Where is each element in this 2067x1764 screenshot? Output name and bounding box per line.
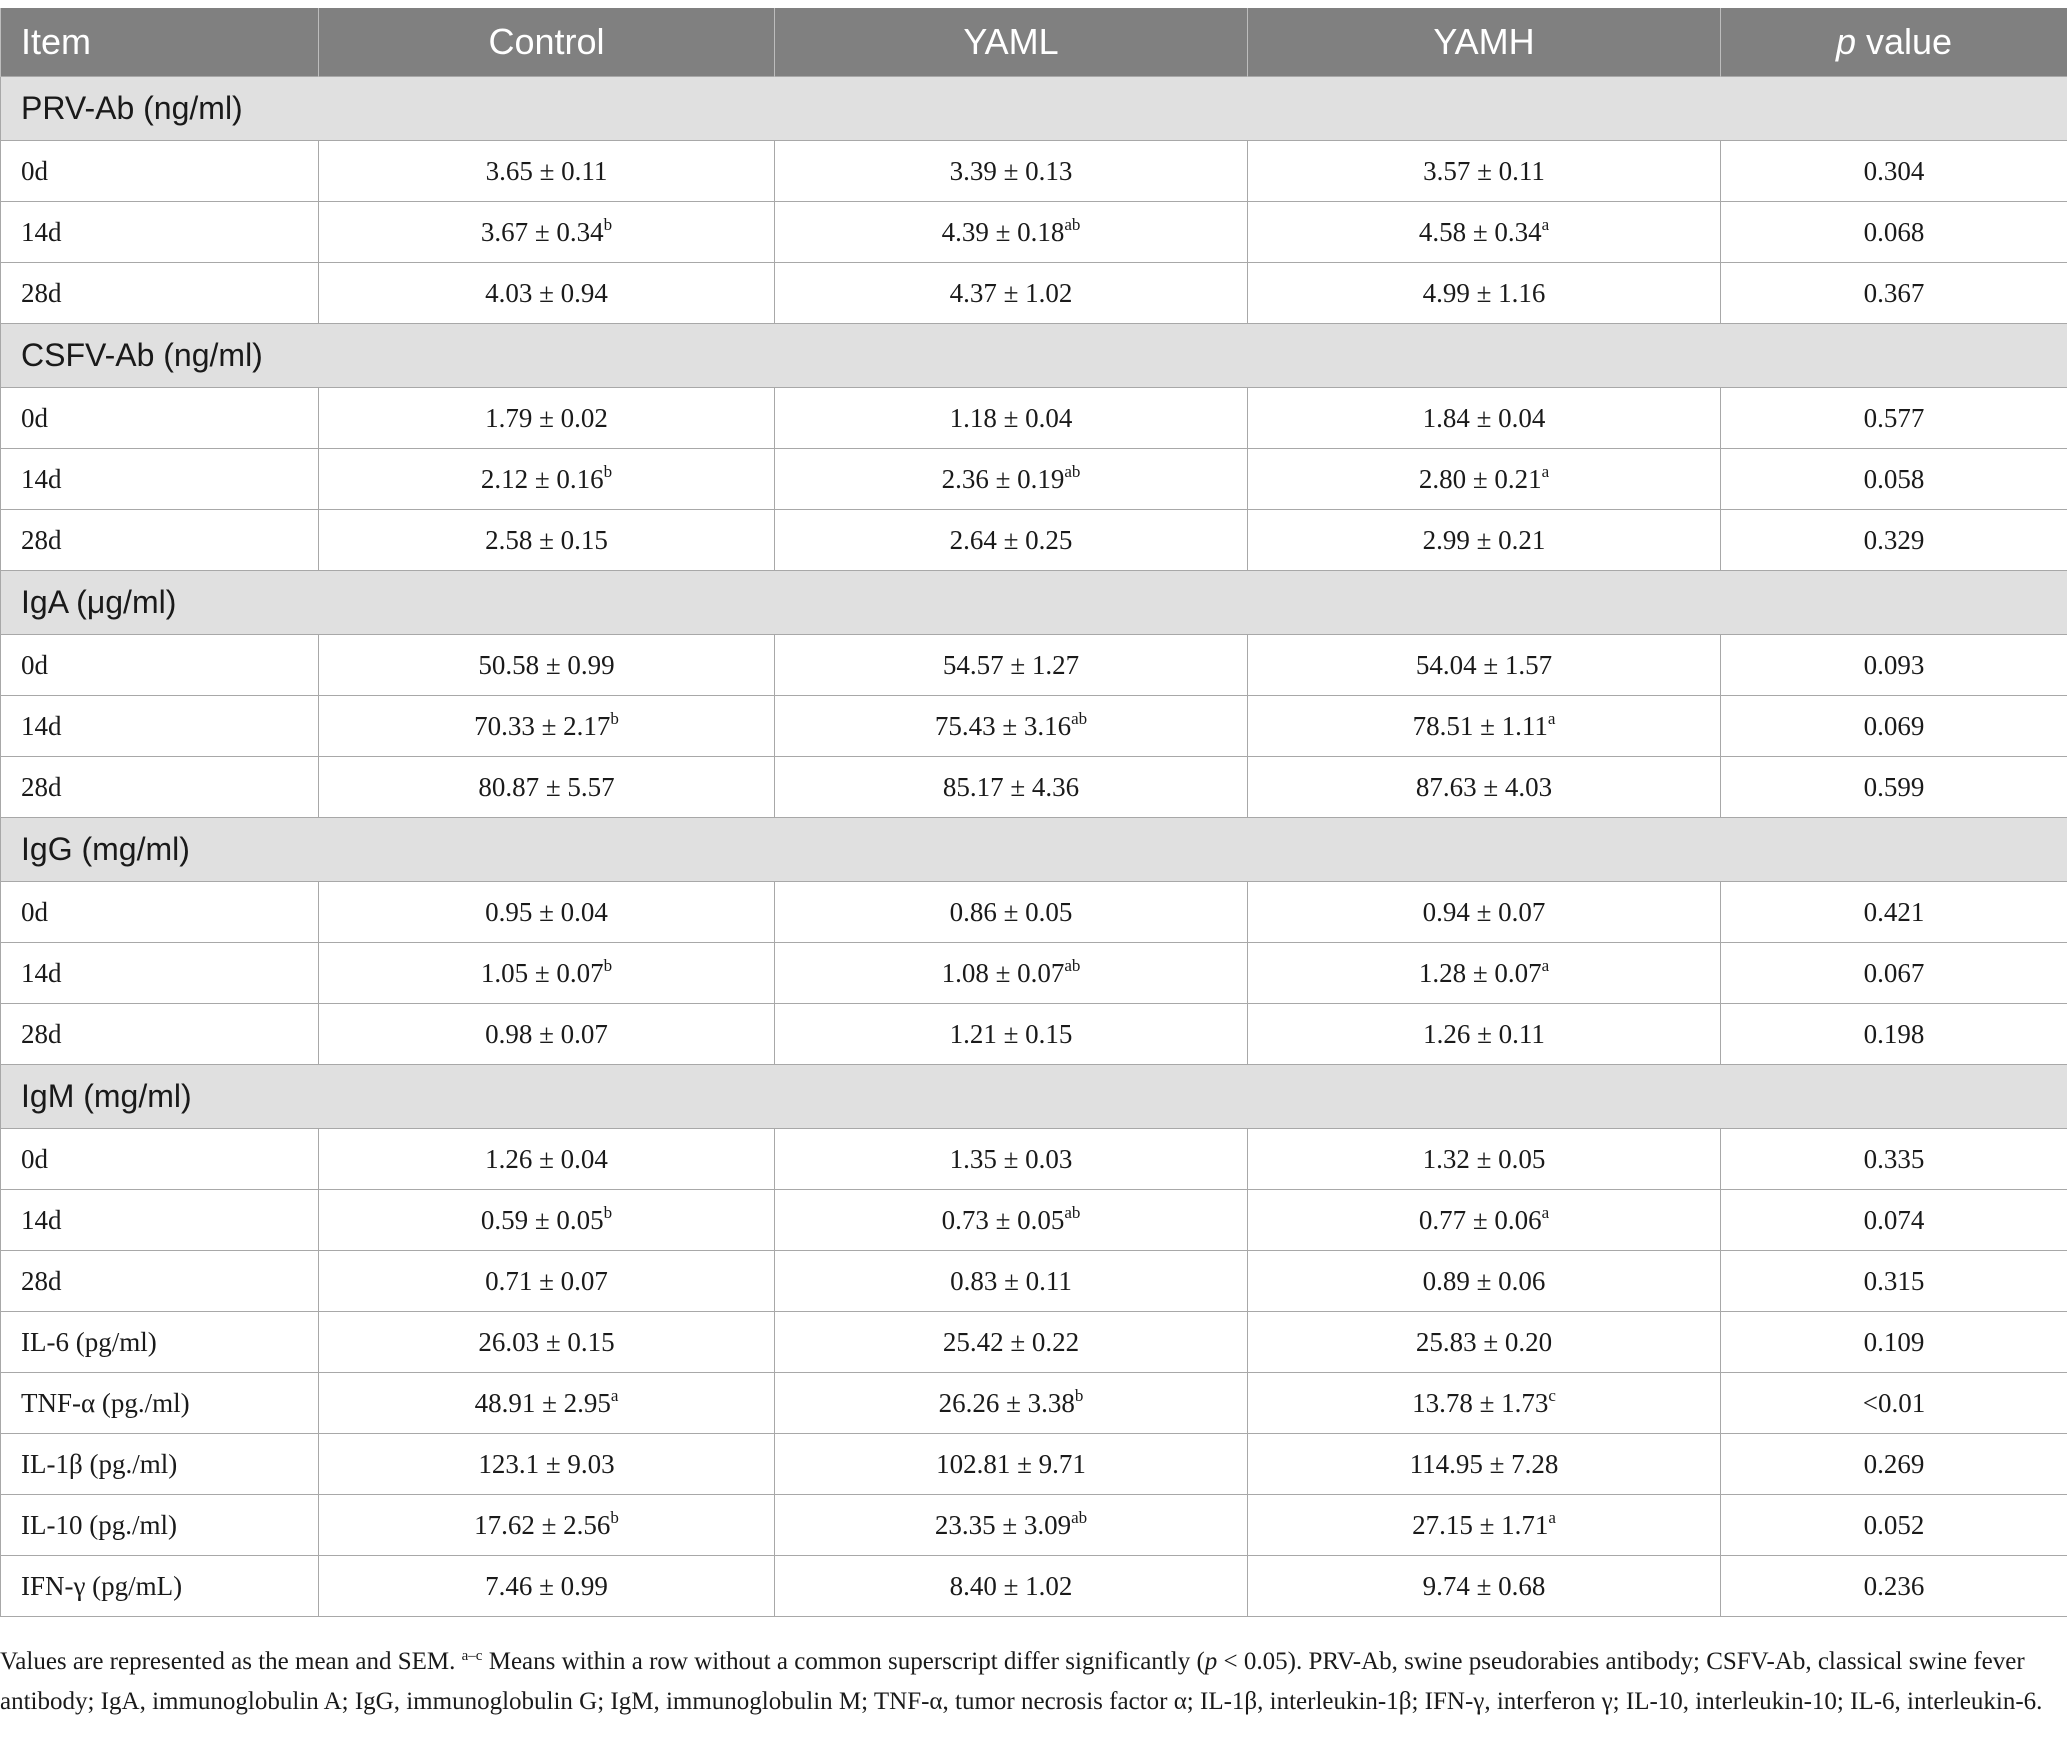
cell-yamh: [1248, 141, 1721, 202]
table-row: [1, 943, 2067, 1004]
footnote-superscript: a–c: [461, 1648, 483, 1664]
cell-control-value: 1.26 ± 0.04: [485, 1143, 608, 1174]
cell-yamh-superscript: a: [1541, 955, 1550, 975]
cell-yamh-superscript: a: [1541, 1202, 1550, 1222]
cell-yamh-value: 25.83 ± 0.20: [1415, 1326, 1553, 1357]
cell-p-value: 0.068: [1721, 202, 2067, 263]
group-label: IgG (mg/ml): [1, 818, 2067, 882]
table-row: [1, 882, 2067, 943]
table-row: [1, 1190, 2067, 1251]
row-label: IL-10 (pg./ml): [1, 1495, 319, 1556]
cell-control-superscript: b: [603, 1202, 613, 1222]
cell-yamh: [1248, 1004, 1721, 1065]
cell-yaml: [775, 141, 1248, 202]
cell-p-value: 0.304: [1721, 141, 2067, 202]
cell-yamh: [1248, 1312, 1721, 1373]
cell-yamh: [1248, 757, 1721, 818]
cell-yaml-value: 2.36 ± 0.19: [941, 463, 1065, 494]
cell-control-superscript: a: [610, 1385, 619, 1405]
cell-control: [319, 202, 775, 263]
cell-yaml: [775, 1004, 1248, 1065]
table-row: [1, 757, 2067, 818]
cell-p-value: 0.058: [1721, 449, 2067, 510]
row-label: 0d: [1, 635, 319, 696]
cell-control-value: 2.58 ± 0.15: [485, 524, 608, 555]
cell-control: [319, 1190, 775, 1251]
cell-yaml: [775, 510, 1248, 571]
cell-yamh: [1248, 1373, 1721, 1434]
table-row: [1, 449, 2067, 510]
row-label: 0d: [1, 1129, 319, 1190]
cell-yaml-value: 3.39 ± 0.13: [949, 155, 1073, 186]
table-row: [1, 202, 2067, 263]
row-label: 14d: [1, 202, 319, 263]
cell-yamh-value: 4.99 ± 1.16: [1422, 277, 1546, 308]
table-row: [1, 510, 2067, 571]
cell-yaml-value: 1.18 ± 0.04: [949, 402, 1073, 433]
cell-p-value: 0.577: [1721, 388, 2067, 449]
cell-control: [319, 696, 775, 757]
cell-yaml: [775, 1556, 1248, 1617]
cell-control: [319, 263, 775, 324]
cell-yamh-value: 2.99 ± 0.21: [1422, 524, 1546, 555]
cell-control: [319, 882, 775, 943]
header-item: Item: [1, 8, 319, 77]
cell-yaml-superscript: ab: [1064, 955, 1081, 975]
table-container: [0, 8, 2067, 1617]
header-row: [1, 8, 2067, 77]
cell-yamh-value: 4.58 ± 0.34: [1418, 216, 1542, 247]
table-row: [1, 1129, 2067, 1190]
group-label: PRV-Ab (ng/ml): [1, 77, 2067, 141]
cell-p-value: 0.599: [1721, 757, 2067, 818]
cell-yaml: [775, 757, 1248, 818]
table-header: [1, 8, 2067, 77]
cell-yamh: [1248, 449, 1721, 510]
cell-yamh-superscript: a: [1541, 461, 1550, 481]
cell-control-value: 123.1 ± 9.03: [478, 1448, 615, 1479]
cell-control-value: 48.91 ± 2.95: [474, 1387, 611, 1418]
cell-p-value: 0.074: [1721, 1190, 2067, 1251]
cell-control-value: 4.03 ± 0.94: [485, 277, 608, 308]
table-row: [1, 1312, 2067, 1373]
group-row: [1, 324, 2067, 388]
cell-control-superscript: b: [610, 1507, 619, 1527]
cell-yamh-value: 2.80 ± 0.21: [1418, 463, 1542, 494]
cell-control-value: 1.05 ± 0.07: [480, 957, 604, 988]
cell-yaml-value: 1.35 ± 0.03: [949, 1143, 1073, 1174]
cell-yaml: [775, 388, 1248, 449]
cell-yaml-value: 8.40 ± 1.02: [949, 1570, 1073, 1601]
cell-yaml-value: 23.35 ± 3.09: [934, 1509, 1072, 1540]
row-label: 28d: [1, 263, 319, 324]
cell-control: [319, 141, 775, 202]
table-row: [1, 1373, 2067, 1434]
cell-yaml-value: 0.86 ± 0.05: [949, 896, 1073, 927]
header-yaml: YAML: [775, 8, 1248, 77]
table-row: [1, 1004, 2067, 1065]
row-label: 14d: [1, 943, 319, 1004]
cell-control-value: 0.71 ± 0.07: [485, 1265, 608, 1296]
group-row: [1, 571, 2067, 635]
cell-p-value: 0.236: [1721, 1556, 2067, 1617]
table-row: [1, 1251, 2067, 1312]
cell-control: [319, 1251, 775, 1312]
cell-yaml: [775, 1251, 1248, 1312]
row-label: 28d: [1, 1004, 319, 1065]
cell-yaml-superscript: b: [1074, 1385, 1084, 1405]
cell-control: [319, 635, 775, 696]
cell-yaml-value: 26.26 ± 3.38: [938, 1387, 1075, 1418]
cell-yaml: [775, 1495, 1248, 1556]
table-row: [1, 1495, 2067, 1556]
cell-yaml: [775, 202, 1248, 263]
row-label: 0d: [1, 141, 319, 202]
cell-yaml: [775, 1434, 1248, 1495]
table-row: [1, 696, 2067, 757]
cell-p-value: 0.335: [1721, 1129, 2067, 1190]
group-label: IgM (mg/ml): [1, 1065, 2067, 1129]
cell-yamh-value: 1.26 ± 0.11: [1423, 1018, 1545, 1049]
cell-yamh-value: 0.77 ± 0.06: [1418, 1204, 1542, 1235]
cell-yamh-value: 3.57 ± 0.11: [1423, 155, 1545, 186]
cell-control: [319, 449, 775, 510]
row-label: 28d: [1, 510, 319, 571]
cell-yaml-value: 25.42 ± 0.22: [942, 1326, 1080, 1357]
cell-control-value: 26.03 ± 0.15: [478, 1326, 615, 1357]
cell-control-value: 0.59 ± 0.05: [480, 1204, 604, 1235]
cell-yamh: [1248, 263, 1721, 324]
cell-yamh-value: 13.78 ± 1.73: [1412, 1387, 1549, 1418]
cell-p-value: 0.315: [1721, 1251, 2067, 1312]
data-table: [0, 8, 2067, 1617]
cell-control-value: 0.95 ± 0.04: [485, 896, 608, 927]
cell-yaml-value: 0.73 ± 0.05: [941, 1204, 1065, 1235]
header-control: Control: [319, 8, 775, 77]
cell-p-value: 0.421: [1721, 882, 2067, 943]
cell-control: [319, 388, 775, 449]
header-yamh: YAMH: [1248, 8, 1721, 77]
cell-control-superscript: b: [603, 461, 613, 481]
cell-control: [319, 1004, 775, 1065]
cell-yamh-value: 1.84 ± 0.04: [1422, 402, 1546, 433]
table-row: [1, 1434, 2067, 1495]
cell-control-value: 50.58 ± 0.99: [478, 649, 615, 680]
cell-control: [319, 1373, 775, 1434]
header-p-rest: value: [1855, 21, 1953, 62]
cell-yamh-value: 1.32 ± 0.05: [1422, 1143, 1546, 1174]
cell-control-value: 17.62 ± 2.56: [474, 1509, 611, 1540]
cell-control: [319, 757, 775, 818]
cell-control: [319, 1129, 775, 1190]
cell-yamh-superscript: c: [1548, 1385, 1556, 1405]
cell-yaml-value: 75.43 ± 3.16: [934, 710, 1072, 741]
cell-yaml: [775, 882, 1248, 943]
cell-control: [319, 1312, 775, 1373]
cell-yaml: [775, 449, 1248, 510]
row-label: 14d: [1, 449, 319, 510]
cell-yamh-superscript: a: [1548, 1507, 1556, 1527]
cell-yamh-value: 114.95 ± 7.28: [1409, 1448, 1559, 1479]
cell-control-superscript: b: [603, 214, 613, 234]
cell-p-value: 0.367: [1721, 263, 2067, 324]
cell-control: [319, 510, 775, 571]
cell-control: [319, 1556, 775, 1617]
cell-yamh: [1248, 202, 1721, 263]
table-footnote: [0, 1642, 2050, 1722]
cell-yaml: [775, 1312, 1248, 1373]
cell-control-value: 3.65 ± 0.11: [485, 155, 608, 186]
row-label: TNF-α (pg./ml): [1, 1373, 319, 1434]
cell-yaml-superscript: ab: [1064, 461, 1081, 481]
cell-yaml: [775, 943, 1248, 1004]
cell-p-value: 0.052: [1721, 1495, 2067, 1556]
cell-yamh: [1248, 510, 1721, 571]
cell-p-value: 0.109: [1721, 1312, 2067, 1373]
cell-yaml-superscript: ab: [1064, 214, 1081, 234]
row-label: 0d: [1, 388, 319, 449]
cell-yaml-value: 1.21 ± 0.15: [949, 1018, 1073, 1049]
table-row: [1, 141, 2067, 202]
cell-control-superscript: b: [610, 708, 619, 728]
cell-yamh: [1248, 1556, 1721, 1617]
cell-yaml: [775, 1190, 1248, 1251]
cell-yamh-value: 0.89 ± 0.06: [1422, 1265, 1546, 1296]
cell-yaml-value: 54.57 ± 1.27: [942, 649, 1080, 680]
cell-control-value: 7.46 ± 0.99: [485, 1570, 608, 1601]
cell-yaml-value: 2.64 ± 0.25: [949, 524, 1073, 555]
row-label: 28d: [1, 1251, 319, 1312]
group-row: [1, 77, 2067, 141]
row-label: 0d: [1, 882, 319, 943]
cell-yamh-superscript: a: [1541, 214, 1550, 234]
cell-yamh: [1248, 696, 1721, 757]
cell-yamh-value: 87.63 ± 4.03: [1415, 771, 1553, 802]
table-row: [1, 1556, 2067, 1617]
cell-p-value: <0.01: [1721, 1373, 2067, 1434]
table-body: [1, 77, 2067, 1617]
cell-yaml: [775, 635, 1248, 696]
cell-yamh: [1248, 882, 1721, 943]
cell-yaml-value: 1.08 ± 0.07: [941, 957, 1065, 988]
cell-yaml-superscript: ab: [1071, 708, 1088, 728]
cell-yamh: [1248, 1495, 1721, 1556]
cell-control-value: 2.12 ± 0.16: [480, 463, 604, 494]
footnote-text-1: Values are represented as the mean and SEM.: [0, 1648, 462, 1675]
footnote-text-2: Means within a row without a common superscript differ significantly (: [482, 1648, 1205, 1675]
cell-yamh: [1248, 943, 1721, 1004]
row-label: 14d: [1, 1190, 319, 1251]
cell-p-value: 0.067: [1721, 943, 2067, 1004]
cell-control: [319, 1495, 775, 1556]
cell-p-value: 0.198: [1721, 1004, 2067, 1065]
cell-yamh-superscript: a: [1547, 708, 1556, 728]
table-row: [1, 388, 2067, 449]
cell-control: [319, 1434, 775, 1495]
cell-yaml-value: 85.17 ± 4.36: [942, 771, 1080, 802]
cell-yamh-value: 0.94 ± 0.07: [1422, 896, 1546, 927]
cell-yaml-superscript: ab: [1064, 1202, 1081, 1222]
row-label: IL-6 (pg/ml): [1, 1312, 319, 1373]
cell-yamh-value: 1.28 ± 0.07: [1418, 957, 1542, 988]
table-row: [1, 635, 2067, 696]
cell-p-value: 0.329: [1721, 510, 2067, 571]
cell-yamh: [1248, 1129, 1721, 1190]
cell-p-value: 0.069: [1721, 696, 2067, 757]
cell-control-value: 0.98 ± 0.07: [485, 1018, 608, 1049]
cell-yamh: [1248, 635, 1721, 696]
cell-control-superscript: b: [603, 955, 613, 975]
cell-yaml-value: 4.39 ± 0.18: [941, 216, 1065, 247]
cell-yamh-value: 78.51 ± 1.11: [1412, 710, 1548, 741]
cell-yamh: [1248, 1434, 1721, 1495]
group-label: CSFV-Ab (ng/ml): [1, 324, 2067, 388]
cell-control-value: 3.67 ± 0.34: [480, 216, 604, 247]
cell-yaml-value: 102.81 ± 9.71: [936, 1448, 1086, 1479]
cell-yaml: [775, 1129, 1248, 1190]
cell-yamh: [1248, 388, 1721, 449]
header-p-value: [1721, 8, 2067, 77]
row-label: 14d: [1, 696, 319, 757]
cell-yamh: [1248, 1251, 1721, 1312]
cell-yaml: [775, 1373, 1248, 1434]
group-row: [1, 818, 2067, 882]
cell-yaml-superscript: ab: [1071, 1507, 1088, 1527]
cell-yaml-value: 4.37 ± 1.02: [949, 277, 1073, 308]
cell-p-value: 0.093: [1721, 635, 2067, 696]
cell-yaml: [775, 696, 1248, 757]
footnote-text-3: < 0.05). PRV-Ab, swine pseudorabies antibody; CSFV-Ab, classical swine fever antibody; IgA, immunoglobulin A; IgG, immunoglobulin G; IgM, immunoglobulin M; TNF-α, tumor necrosis factor α; IL-1β, interleukin-1β; IFN-γ, interferon γ; IL-10, interleukin-10; IL-6, interleukin-6.: [0, 1648, 2043, 1715]
cell-yamh-value: 9.74 ± 0.68: [1422, 1570, 1546, 1601]
row-label: 28d: [1, 757, 319, 818]
row-label: IFN-γ (pg/mL): [1, 1556, 319, 1617]
cell-yamh: [1248, 1190, 1721, 1251]
group-row: [1, 1065, 2067, 1129]
cell-control-value: 1.79 ± 0.02: [485, 402, 608, 433]
row-label: IL-1β (pg./ml): [1, 1434, 319, 1495]
cell-yaml-value: 0.83 ± 0.11: [950, 1265, 1072, 1296]
table-row: [1, 263, 2067, 324]
cell-control: [319, 943, 775, 1004]
cell-yamh-value: 54.04 ± 1.57: [1415, 649, 1553, 680]
cell-control-value: 70.33 ± 2.17: [474, 710, 611, 741]
footnote-p-italic: p: [1204, 1648, 1218, 1675]
cell-p-value: 0.269: [1721, 1434, 2067, 1495]
header-p-italic: p: [1835, 21, 1856, 62]
cell-control-value: 80.87 ± 5.57: [478, 771, 615, 802]
cell-yaml: [775, 263, 1248, 324]
cell-yamh-value: 27.15 ± 1.71: [1412, 1509, 1549, 1540]
group-label: IgA (μg/ml): [1, 571, 2067, 635]
